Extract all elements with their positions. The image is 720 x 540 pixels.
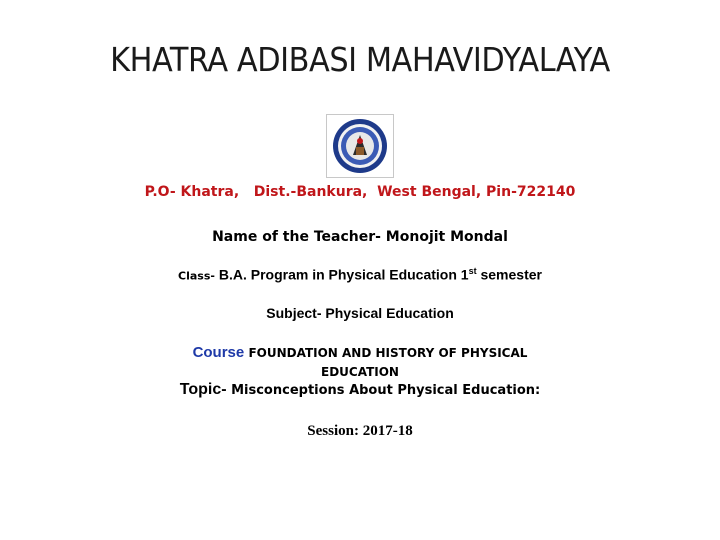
course-value: FOUNDATION AND HISTORY OF PHYSICAL EDUCATION [248,346,528,379]
class-info [0,266,720,283]
course-info [0,343,720,382]
slide-title: KHATRA ADIBASI MAHAVIDYALAYA [110,40,610,79]
subject-info: Subject- Physical Education [266,305,454,321]
topic-info [0,381,720,399]
class-value: B.A. Program in Physical Education 1 [218,266,469,283]
class-label: Class- [178,269,215,283]
topic-label: Topic- [179,381,227,398]
topic-value: Misconceptions About Physical Education: [231,383,541,398]
teacher-name: Name of the Teacher- Monojit Mondal [212,229,508,245]
class-superscript: st [468,266,477,276]
college-address: P.O- Khatra, Dist.-Bankura, West Bengal, Pin-722140 [144,184,576,200]
college-emblem-icon [331,117,389,175]
session-info: Session: 2017-18 [307,423,413,439]
class-suffix: semester [476,266,542,283]
course-label: Course [192,344,245,361]
college-logo [326,114,394,178]
